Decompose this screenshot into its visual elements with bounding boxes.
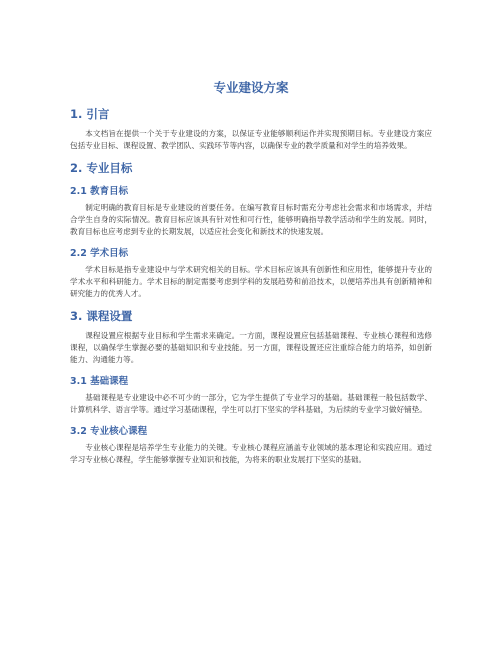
subsection-paragraph: 专业核心课程是培养学生专业能力的关键。专业核心课程应涵盖专业领域的基本理论和实践应用。通过学习专业核心课程，学生能够掌握专业知识和技能，为将来的职业发展打下坚实的基础。 (70, 443, 432, 464)
section-paragraph: 课程设置应根据专业目标和学生需求来确定。一方面，课程设置应包括基础课程、专业核心课程和选修课程，以确保学生掌握必要的基础知识和专业技能。另一方面，课程设置还应注重综合能力的培养，如创新能力、沟通能力等。 (70, 331, 432, 364)
subsection-paragraph: 学术目标是指专业建设中与学术研究相关的目标。学术目标应该具有创新性和应用性，能够提升专业的学术水平和科研能力。学术目标的制定需要考虑到学科的发展趋势和前沿技术，以便培养出具有创新精神和研究能力的优秀人才。 (70, 265, 432, 298)
subsection-core-courses (70, 423, 432, 466)
subsection-education-goals (70, 183, 432, 238)
subsection-heading: 3.1 基础课程 (70, 376, 129, 387)
section-introduction (70, 106, 432, 152)
subsection-academic-goals (70, 245, 432, 300)
section-curriculum (70, 308, 432, 466)
subsection-paragraph: 制定明确的教育目标是专业建设的首要任务。在编写教育目标时需充分考虑社会需求和市场需求，并结合学生自身的实际情况。教育目标应该具有针对性和可行性，能够明确指导教学活动和学生的发展。同时，教育目标也应考虑到专业的长期发展，以适应社会变化和新技术的快速发展。 (70, 203, 432, 236)
subsection-heading: 2.2 学术目标 (70, 248, 129, 259)
subsection-heading: 2.1 教育目标 (70, 186, 129, 197)
document-title: 专业建设方案 (213, 80, 289, 95)
section-heading: 2. 专业目标 (70, 161, 133, 175)
section-heading: 3. 课程设置 (70, 309, 133, 323)
subsection-paragraph: 基础课程是专业建设中必不可少的一部分，它为学生提供了专业学习的基础。基础课程一般包括数学、计算机科学、语言学等。通过学习基础课程，学生可以打下坚实的学科基础，为后续的专业学习做好铺垫。 (70, 393, 432, 414)
subsection-basic-courses (70, 373, 432, 416)
section-professional-goals (70, 160, 432, 300)
subsection-heading: 3.2 专业核心课程 (70, 426, 148, 437)
section-heading: 1. 引言 (70, 107, 110, 121)
section-paragraph: 本文档旨在提供一个关于专业建设的方案，以保证专业能够顺利运作并实现预期目标。专业建设方案应包括专业目标、课程设置、教学团队、实践环节等内容，以确保专业的教学质量和对学生的培养效果。 (70, 129, 432, 150)
